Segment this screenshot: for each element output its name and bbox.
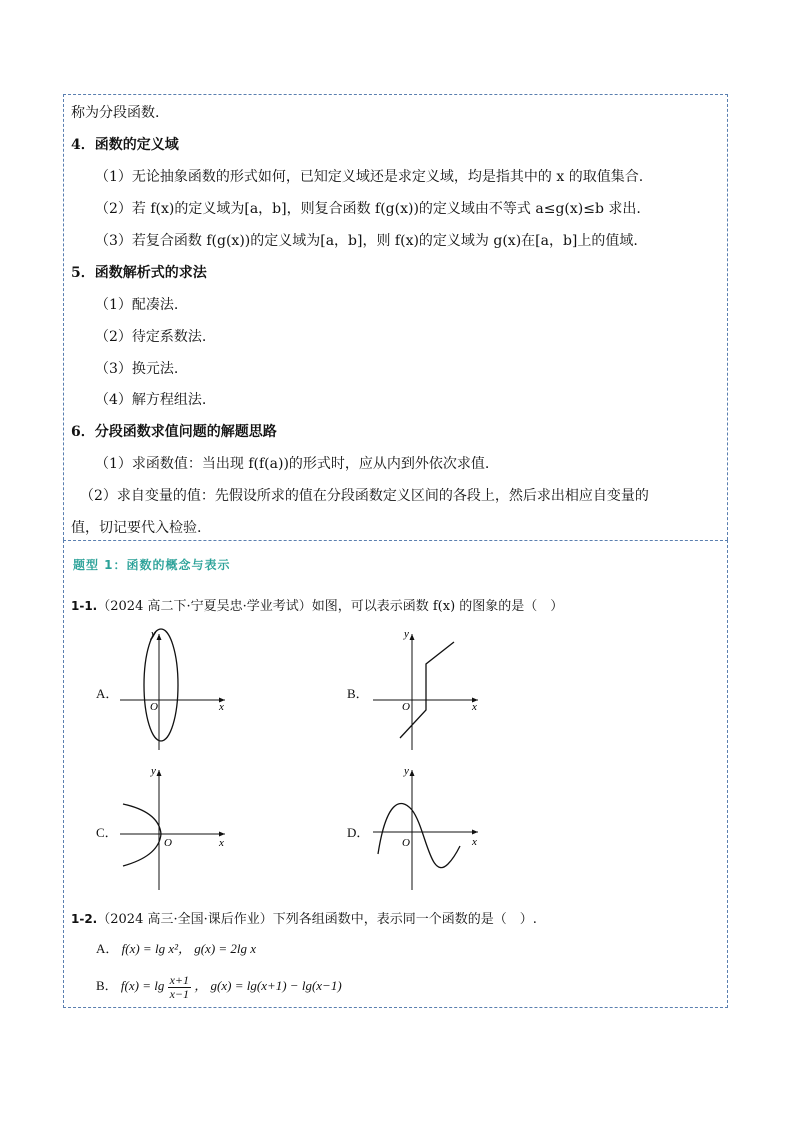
question-number: 1-1. <box>71 599 98 613</box>
question-number: 1-2. <box>71 912 98 926</box>
y-label: y <box>151 628 156 640</box>
option-b-post: ， g(x) = lg(x+1) − lg(x−1) <box>194 978 342 993</box>
graph-d <box>368 762 488 892</box>
graph-b <box>368 622 488 752</box>
graph-a <box>115 622 235 752</box>
y-label: y <box>404 765 409 777</box>
section-4-line-2: （2）若 f(x)的定义域为[a，b]，则复合函数 f(g(x))的定义域由不等式 a≤g(x)≤b 求出. <box>95 201 641 217</box>
option-a-label: A． <box>96 941 119 956</box>
origin-label: O <box>402 701 410 713</box>
summary-box <box>63 94 728 540</box>
y-arrow <box>410 770 415 776</box>
section-5-line-3: （3）换元法. <box>95 361 179 377</box>
option-b-pre: f(x) = lg <box>120 978 165 993</box>
y-arrow <box>157 634 162 640</box>
graph-c <box>115 762 235 892</box>
origin-label: O <box>402 837 410 849</box>
summary-line-0: 称为分段函数. <box>71 105 160 121</box>
x-arrow <box>472 830 478 835</box>
section-6-line-3: 值，切记要代入检验. <box>71 520 202 536</box>
question-stem: （2024 高三·全国·课后作业）下列各组函数中，表示同一个函数的是（ ）. <box>97 912 537 927</box>
x-label: x <box>472 701 477 713</box>
section-5-line-1: （1）配凑法. <box>95 297 179 313</box>
origin-label: O <box>164 837 172 849</box>
section-6-title: 6．分段函数求值问题的解题思路 <box>71 424 277 440</box>
section-5-line-2: （2）待定系数法. <box>95 329 207 345</box>
parabola-curve <box>123 804 161 866</box>
cubic-curve <box>378 803 460 867</box>
piecewise-curve <box>400 642 454 738</box>
question-1-1 <box>71 597 563 616</box>
topic-heading: 题型 1：函数的概念与表示 <box>73 558 231 572</box>
option-c-label[interactable]: C． <box>96 825 118 840</box>
y-label: y <box>151 765 156 777</box>
fraction-numerator: x+1 <box>169 972 190 987</box>
section-4-line-1: （1）无论抽象函数的形式如何，已知定义域还是求定义域，均是指其中的 x 的取值集合. <box>95 169 644 185</box>
section-6-line-2: （2）求自变量的值：先假设所求的值在分段函数定义区间的各段上，然后求出相应自变量的 <box>80 488 649 504</box>
y-label: y <box>404 628 409 640</box>
fraction-denominator: x−1 <box>169 986 190 1001</box>
question-1-2 <box>71 910 537 929</box>
y-arrow <box>157 770 162 776</box>
option-b-fraction <box>168 974 191 1001</box>
option-a-text: f(x) = lg x²， g(x) = 2lg x <box>121 941 257 956</box>
option-a-label[interactable]: A． <box>96 686 119 701</box>
option-b-label[interactable]: B． <box>347 686 369 701</box>
y-arrow <box>410 634 415 640</box>
option-a[interactable] <box>96 940 256 958</box>
x-label: x <box>219 837 224 849</box>
question-stem: （2024 高二下·宁夏吴忠·学业考试）如图，可以表示函数 f(x) 的图象的是（ ） <box>97 599 564 614</box>
section-5-title: 5．函数解析式的求法 <box>71 265 207 281</box>
section-4-title: 4．函数的定义域 <box>71 137 179 153</box>
origin-label: O <box>150 701 158 713</box>
section-5-line-4: （4）解方程组法. <box>95 392 207 408</box>
ellipse-curve <box>144 629 178 741</box>
option-b[interactable] <box>96 972 342 1001</box>
option-b-label: B． <box>96 978 118 993</box>
x-label: x <box>472 836 477 848</box>
x-label: x <box>219 701 224 713</box>
option-d-label[interactable]: D． <box>347 825 370 840</box>
section-6-line-1: （1）求函数值：当出现 f(f(a))的形式时，应从内到外依次求值. <box>95 456 490 472</box>
section-4-line-3: （3）若复合函数 f(g(x))的定义域为[a，b]，则 f(x)的定义域为 g(x)在[a，b]上的值域. <box>95 233 638 249</box>
x-arrow <box>219 832 225 837</box>
